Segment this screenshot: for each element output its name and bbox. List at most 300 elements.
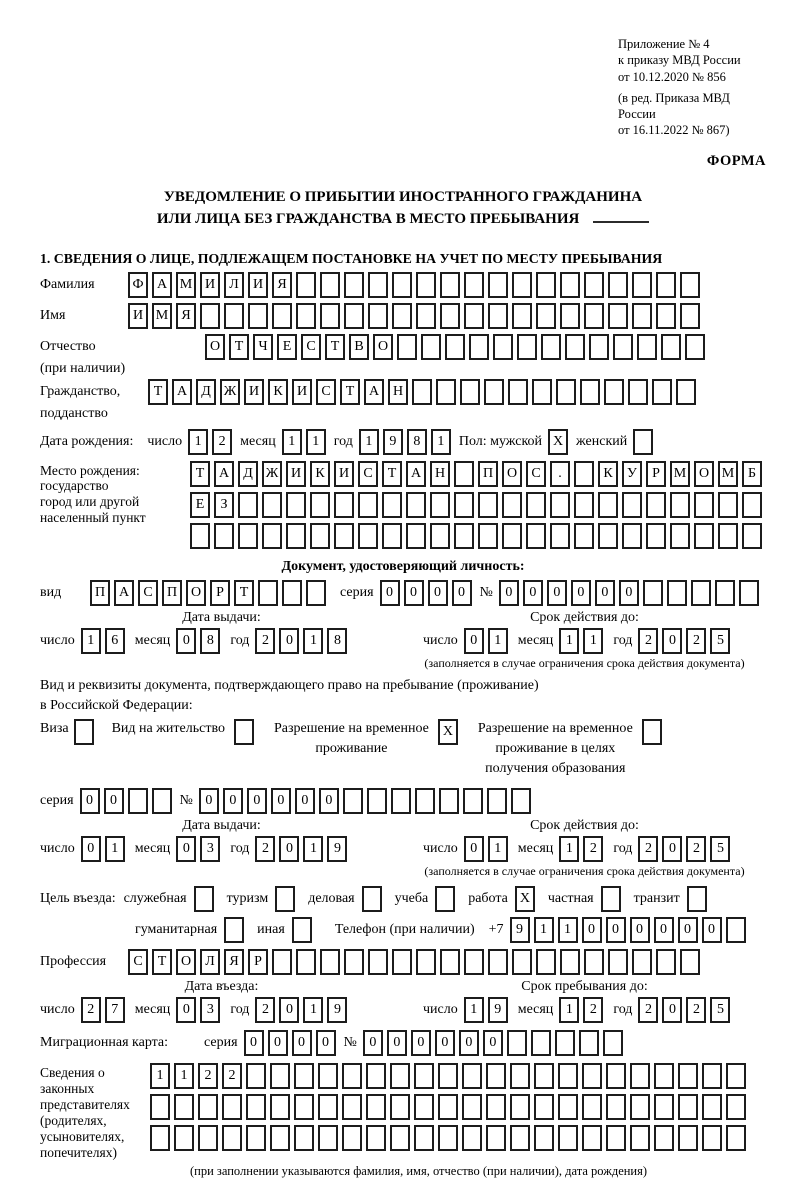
char-box[interactable]: 1	[81, 628, 101, 654]
char-box[interactable]	[438, 1063, 458, 1089]
char-box[interactable]	[536, 949, 556, 975]
char-box[interactable]	[262, 523, 282, 549]
char-box[interactable]	[532, 379, 552, 405]
char-box[interactable]	[742, 492, 762, 518]
char-box[interactable]: О	[373, 334, 393, 360]
char-box[interactable]: 0	[582, 917, 602, 943]
char-box[interactable]	[320, 272, 340, 298]
char-box[interactable]	[541, 334, 561, 360]
char-box[interactable]	[464, 949, 484, 975]
char-box[interactable]: 0	[435, 1030, 455, 1056]
char-box[interactable]: 3	[200, 997, 220, 1023]
char-box[interactable]	[342, 1063, 362, 1089]
char-box[interactable]	[150, 1094, 170, 1120]
char-box[interactable]	[486, 1125, 506, 1151]
char-box[interactable]	[517, 334, 537, 360]
char-box[interactable]: И	[248, 272, 268, 298]
char-box[interactable]	[438, 1125, 458, 1151]
char-box[interactable]	[534, 1125, 554, 1151]
char-box[interactable]: С	[526, 461, 546, 487]
char-box[interactable]: Р	[210, 580, 230, 606]
char-box[interactable]: О	[176, 949, 196, 975]
char-box[interactable]: А	[114, 580, 134, 606]
char-box[interactable]: 8	[327, 628, 347, 654]
char-box[interactable]	[584, 949, 604, 975]
char-box[interactable]	[560, 303, 580, 329]
char-box[interactable]	[416, 272, 436, 298]
temp-residence-checkbox[interactable]: X	[438, 719, 458, 745]
char-box[interactable]	[334, 523, 354, 549]
char-box[interactable]	[726, 1063, 746, 1089]
char-box[interactable]: 1	[174, 1063, 194, 1089]
char-box[interactable]: Т	[340, 379, 360, 405]
char-box[interactable]	[606, 1125, 626, 1151]
char-box[interactable]	[238, 492, 258, 518]
char-box[interactable]	[676, 379, 696, 405]
char-box[interactable]	[628, 379, 648, 405]
char-box[interactable]	[463, 788, 483, 814]
char-box[interactable]: О	[186, 580, 206, 606]
char-box[interactable]	[318, 1125, 338, 1151]
char-box[interactable]: 2	[255, 628, 275, 654]
char-box[interactable]	[702, 1094, 722, 1120]
char-box[interactable]: 0	[279, 997, 299, 1023]
char-box[interactable]	[366, 1094, 386, 1120]
char-box[interactable]	[579, 1030, 599, 1056]
char-box[interactable]: Б	[742, 461, 762, 487]
char-box[interactable]: 1	[188, 429, 208, 455]
char-box[interactable]: 1	[150, 1063, 170, 1089]
char-box[interactable]	[555, 1030, 575, 1056]
char-box[interactable]: 7	[105, 997, 125, 1023]
char-box[interactable]	[248, 303, 268, 329]
char-box[interactable]: А	[406, 461, 426, 487]
char-box[interactable]: 0	[702, 917, 722, 943]
char-box[interactable]: К	[598, 461, 618, 487]
char-box[interactable]: Р	[248, 949, 268, 975]
char-box[interactable]	[294, 1125, 314, 1151]
char-box[interactable]	[488, 272, 508, 298]
char-box[interactable]	[246, 1063, 266, 1089]
char-box[interactable]: 1	[488, 628, 508, 654]
char-box[interactable]: 2	[212, 429, 232, 455]
char-box[interactable]: Д	[238, 461, 258, 487]
purpose-transit-checkbox[interactable]	[687, 886, 707, 912]
char-box[interactable]: 0	[199, 788, 219, 814]
char-box[interactable]: 1	[559, 997, 579, 1023]
char-box[interactable]	[390, 1063, 410, 1089]
char-box[interactable]: С	[316, 379, 336, 405]
char-box[interactable]	[652, 379, 672, 405]
char-box[interactable]	[613, 334, 633, 360]
char-box[interactable]: 1	[464, 997, 484, 1023]
char-box[interactable]	[222, 1125, 242, 1151]
char-box[interactable]	[606, 1094, 626, 1120]
char-box[interactable]: 0	[499, 580, 519, 606]
char-box[interactable]	[694, 492, 714, 518]
char-box[interactable]: 0	[176, 836, 196, 862]
char-box[interactable]: 2	[638, 628, 658, 654]
char-box[interactable]: 0	[452, 580, 472, 606]
char-box[interactable]	[368, 949, 388, 975]
char-box[interactable]: 1	[559, 628, 579, 654]
char-box[interactable]	[488, 303, 508, 329]
char-box[interactable]	[622, 492, 642, 518]
char-box[interactable]	[715, 580, 735, 606]
char-box[interactable]	[656, 272, 676, 298]
char-box[interactable]	[190, 523, 210, 549]
char-box[interactable]	[318, 1063, 338, 1089]
char-box[interactable]	[510, 1094, 530, 1120]
temp-residence-education-checkbox[interactable]	[642, 719, 662, 745]
char-box[interactable]: 9	[327, 997, 347, 1023]
char-box[interactable]	[294, 1063, 314, 1089]
char-box[interactable]	[558, 1094, 578, 1120]
char-box[interactable]: 2	[583, 997, 603, 1023]
char-box[interactable]	[574, 461, 594, 487]
char-box[interactable]: 5	[710, 997, 730, 1023]
char-box[interactable]: П	[90, 580, 110, 606]
char-box[interactable]	[726, 1094, 746, 1120]
char-box[interactable]	[440, 272, 460, 298]
char-box[interactable]	[508, 379, 528, 405]
char-box[interactable]	[224, 303, 244, 329]
char-box[interactable]: О	[205, 334, 225, 360]
char-box[interactable]	[630, 1094, 650, 1120]
char-box[interactable]	[414, 1125, 434, 1151]
char-box[interactable]: 0	[176, 997, 196, 1023]
char-box[interactable]	[550, 523, 570, 549]
char-box[interactable]	[462, 1063, 482, 1089]
char-box[interactable]	[565, 334, 585, 360]
char-box[interactable]	[222, 1094, 242, 1120]
char-box[interactable]: 1	[359, 429, 379, 455]
char-box[interactable]: 0	[678, 917, 698, 943]
char-box[interactable]	[390, 1094, 410, 1120]
char-box[interactable]	[643, 580, 663, 606]
char-box[interactable]	[512, 303, 532, 329]
purpose-official-checkbox[interactable]	[194, 886, 214, 912]
char-box[interactable]	[536, 272, 556, 298]
char-box[interactable]: Н	[430, 461, 450, 487]
char-box[interactable]	[270, 1063, 290, 1089]
char-box[interactable]: Т	[229, 334, 249, 360]
char-box[interactable]: С	[358, 461, 378, 487]
char-box[interactable]	[150, 1125, 170, 1151]
char-box[interactable]	[531, 1030, 551, 1056]
char-box[interactable]: Я	[176, 303, 196, 329]
char-box[interactable]: Я	[272, 272, 292, 298]
char-box[interactable]: М	[176, 272, 196, 298]
char-box[interactable]: 1	[303, 836, 323, 862]
char-box[interactable]: 6	[105, 628, 125, 654]
char-box[interactable]	[296, 303, 316, 329]
char-box[interactable]	[343, 788, 363, 814]
char-box[interactable]: 0	[104, 788, 124, 814]
char-box[interactable]: Т	[190, 461, 210, 487]
char-box[interactable]	[632, 272, 652, 298]
char-box[interactable]	[198, 1094, 218, 1120]
char-box[interactable]	[667, 580, 687, 606]
char-box[interactable]: Т	[325, 334, 345, 360]
char-box[interactable]	[584, 303, 604, 329]
purpose-study-checkbox[interactable]	[435, 886, 455, 912]
char-box[interactable]	[342, 1094, 362, 1120]
char-box[interactable]	[478, 492, 498, 518]
char-box[interactable]	[678, 1125, 698, 1151]
char-box[interactable]: 0	[80, 788, 100, 814]
char-box[interactable]	[742, 523, 762, 549]
char-box[interactable]: 2	[638, 836, 658, 862]
char-box[interactable]	[358, 492, 378, 518]
char-box[interactable]: 2	[638, 997, 658, 1023]
char-box[interactable]: А	[364, 379, 384, 405]
char-box[interactable]	[608, 303, 628, 329]
char-box[interactable]	[630, 1125, 650, 1151]
char-box[interactable]	[440, 303, 460, 329]
char-box[interactable]	[608, 272, 628, 298]
char-box[interactable]	[366, 1125, 386, 1151]
char-box[interactable]: 9	[488, 997, 508, 1023]
char-box[interactable]	[606, 1063, 626, 1089]
char-box[interactable]: Д	[196, 379, 216, 405]
char-box[interactable]	[412, 379, 432, 405]
char-box[interactable]	[718, 492, 738, 518]
char-box[interactable]	[678, 1063, 698, 1089]
char-box[interactable]: 9	[510, 917, 530, 943]
char-box[interactable]	[406, 523, 426, 549]
char-box[interactable]	[484, 379, 504, 405]
char-box[interactable]: 0	[279, 628, 299, 654]
char-box[interactable]: 1	[583, 628, 603, 654]
char-box[interactable]: Ф	[128, 272, 148, 298]
char-box[interactable]	[646, 492, 666, 518]
char-box[interactable]	[502, 523, 522, 549]
char-box[interactable]: 0	[404, 580, 424, 606]
char-box[interactable]: И	[244, 379, 264, 405]
char-box[interactable]: 0	[363, 1030, 383, 1056]
char-box[interactable]	[214, 523, 234, 549]
char-box[interactable]: 1	[558, 917, 578, 943]
char-box[interactable]	[392, 303, 412, 329]
char-box[interactable]	[392, 949, 412, 975]
char-box[interactable]	[246, 1094, 266, 1120]
char-box[interactable]	[502, 492, 522, 518]
char-box[interactable]	[656, 303, 676, 329]
char-box[interactable]	[464, 303, 484, 329]
char-box[interactable]	[702, 1063, 722, 1089]
char-box[interactable]	[632, 303, 652, 329]
visa-checkbox[interactable]	[74, 719, 94, 745]
char-box[interactable]	[344, 272, 364, 298]
char-box[interactable]: Р	[646, 461, 666, 487]
sex-female-checkbox[interactable]	[633, 429, 653, 455]
char-box[interactable]	[560, 949, 580, 975]
char-box[interactable]	[550, 492, 570, 518]
char-box[interactable]	[414, 1094, 434, 1120]
char-box[interactable]	[392, 272, 412, 298]
char-box[interactable]	[702, 1125, 722, 1151]
char-box[interactable]	[558, 1125, 578, 1151]
char-box[interactable]: 0	[247, 788, 267, 814]
char-box[interactable]: 5	[710, 628, 730, 654]
char-box[interactable]	[296, 949, 316, 975]
char-box[interactable]	[534, 1063, 554, 1089]
char-box[interactable]	[454, 492, 474, 518]
char-box[interactable]	[462, 1125, 482, 1151]
char-box[interactable]	[654, 1063, 674, 1089]
char-box[interactable]	[344, 949, 364, 975]
char-box[interactable]: 0	[662, 836, 682, 862]
char-box[interactable]: И	[334, 461, 354, 487]
char-box[interactable]	[436, 379, 456, 405]
char-box[interactable]: 1	[105, 836, 125, 862]
char-box[interactable]: С	[138, 580, 158, 606]
char-box[interactable]: 2	[583, 836, 603, 862]
char-box[interactable]: 2	[198, 1063, 218, 1089]
char-box[interactable]	[320, 949, 340, 975]
char-box[interactable]: 0	[595, 580, 615, 606]
char-box[interactable]: 0	[662, 997, 682, 1023]
char-box[interactable]: Ж	[262, 461, 282, 487]
char-box[interactable]	[416, 303, 436, 329]
char-box[interactable]: О	[694, 461, 714, 487]
char-box[interactable]: 0	[571, 580, 591, 606]
char-box[interactable]: М	[718, 461, 738, 487]
char-box[interactable]: А	[214, 461, 234, 487]
char-box[interactable]	[584, 272, 604, 298]
char-box[interactable]: З	[214, 492, 234, 518]
char-box[interactable]: П	[162, 580, 182, 606]
char-box[interactable]: П	[478, 461, 498, 487]
char-box[interactable]	[397, 334, 417, 360]
char-box[interactable]: 9	[327, 836, 347, 862]
char-box[interactable]: 0	[176, 628, 196, 654]
char-box[interactable]	[685, 334, 705, 360]
purpose-humanitarian-checkbox[interactable]	[224, 917, 244, 943]
char-box[interactable]: О	[502, 461, 522, 487]
char-box[interactable]: 0	[387, 1030, 407, 1056]
char-box[interactable]	[334, 492, 354, 518]
char-box[interactable]: У	[622, 461, 642, 487]
char-box[interactable]	[582, 1125, 602, 1151]
char-box[interactable]	[718, 523, 738, 549]
char-box[interactable]	[358, 523, 378, 549]
purpose-tourism-checkbox[interactable]	[275, 886, 295, 912]
char-box[interactable]	[270, 1094, 290, 1120]
char-box[interactable]: С	[128, 949, 148, 975]
char-box[interactable]	[414, 1063, 434, 1089]
char-box[interactable]	[691, 580, 711, 606]
char-box[interactable]: 0	[81, 836, 101, 862]
char-box[interactable]	[438, 1094, 458, 1120]
char-box[interactable]	[670, 492, 690, 518]
char-box[interactable]	[258, 580, 278, 606]
char-box[interactable]	[661, 334, 681, 360]
char-box[interactable]: 0	[654, 917, 674, 943]
char-box[interactable]: 9	[383, 429, 403, 455]
char-box[interactable]: 0	[271, 788, 291, 814]
char-box[interactable]: К	[268, 379, 288, 405]
char-box[interactable]: А	[152, 272, 172, 298]
char-box[interactable]	[286, 492, 306, 518]
char-box[interactable]: Ж	[220, 379, 240, 405]
char-box[interactable]	[630, 1063, 650, 1089]
char-box[interactable]	[608, 949, 628, 975]
char-box[interactable]: И	[286, 461, 306, 487]
char-box[interactable]: 2	[222, 1063, 242, 1089]
char-box[interactable]: 2	[686, 997, 706, 1023]
char-box[interactable]	[680, 949, 700, 975]
char-box[interactable]	[294, 1094, 314, 1120]
char-box[interactable]	[406, 492, 426, 518]
char-box[interactable]	[678, 1094, 698, 1120]
char-box[interactable]	[272, 303, 292, 329]
char-box[interactable]	[368, 303, 388, 329]
char-box[interactable]	[637, 334, 657, 360]
char-box[interactable]	[726, 1125, 746, 1151]
char-box[interactable]	[680, 272, 700, 298]
char-box[interactable]	[382, 492, 402, 518]
char-box[interactable]	[488, 949, 508, 975]
char-box[interactable]: Н	[388, 379, 408, 405]
char-box[interactable]	[421, 334, 441, 360]
char-box[interactable]: 3	[200, 836, 220, 862]
char-box[interactable]: 8	[200, 628, 220, 654]
char-box[interactable]	[589, 334, 609, 360]
char-box[interactable]: 0	[464, 628, 484, 654]
char-box[interactable]	[368, 272, 388, 298]
char-box[interactable]	[454, 461, 474, 487]
char-box[interactable]: 0	[619, 580, 639, 606]
char-box[interactable]	[598, 492, 618, 518]
char-box[interactable]: 0	[464, 836, 484, 862]
char-box[interactable]: Т	[382, 461, 402, 487]
char-box[interactable]	[654, 1125, 674, 1151]
char-box[interactable]: Т	[152, 949, 172, 975]
char-box[interactable]	[238, 523, 258, 549]
char-box[interactable]	[462, 1094, 482, 1120]
char-box[interactable]	[560, 272, 580, 298]
char-box[interactable]: М	[152, 303, 172, 329]
char-box[interactable]: М	[670, 461, 690, 487]
char-box[interactable]	[486, 1094, 506, 1120]
char-box[interactable]	[510, 1125, 530, 1151]
char-box[interactable]	[556, 379, 576, 405]
char-box[interactable]: Е	[277, 334, 297, 360]
char-box[interactable]: 0	[380, 580, 400, 606]
char-box[interactable]: Т	[234, 580, 254, 606]
char-box[interactable]: Т	[148, 379, 168, 405]
char-box[interactable]: И	[292, 379, 312, 405]
char-box[interactable]	[478, 523, 498, 549]
char-box[interactable]	[598, 523, 618, 549]
char-box[interactable]	[460, 379, 480, 405]
char-box[interactable]	[174, 1125, 194, 1151]
char-box[interactable]	[246, 1125, 266, 1151]
char-box[interactable]	[262, 492, 282, 518]
char-box[interactable]: 0	[268, 1030, 288, 1056]
purpose-work-checkbox[interactable]: X	[515, 886, 535, 912]
char-box[interactable]	[656, 949, 676, 975]
char-box[interactable]	[200, 303, 220, 329]
char-box[interactable]	[580, 379, 600, 405]
char-box[interactable]	[536, 303, 556, 329]
char-box[interactable]: 0	[411, 1030, 431, 1056]
char-box[interactable]	[526, 523, 546, 549]
purpose-other-checkbox[interactable]	[292, 917, 312, 943]
char-box[interactable]	[310, 523, 330, 549]
